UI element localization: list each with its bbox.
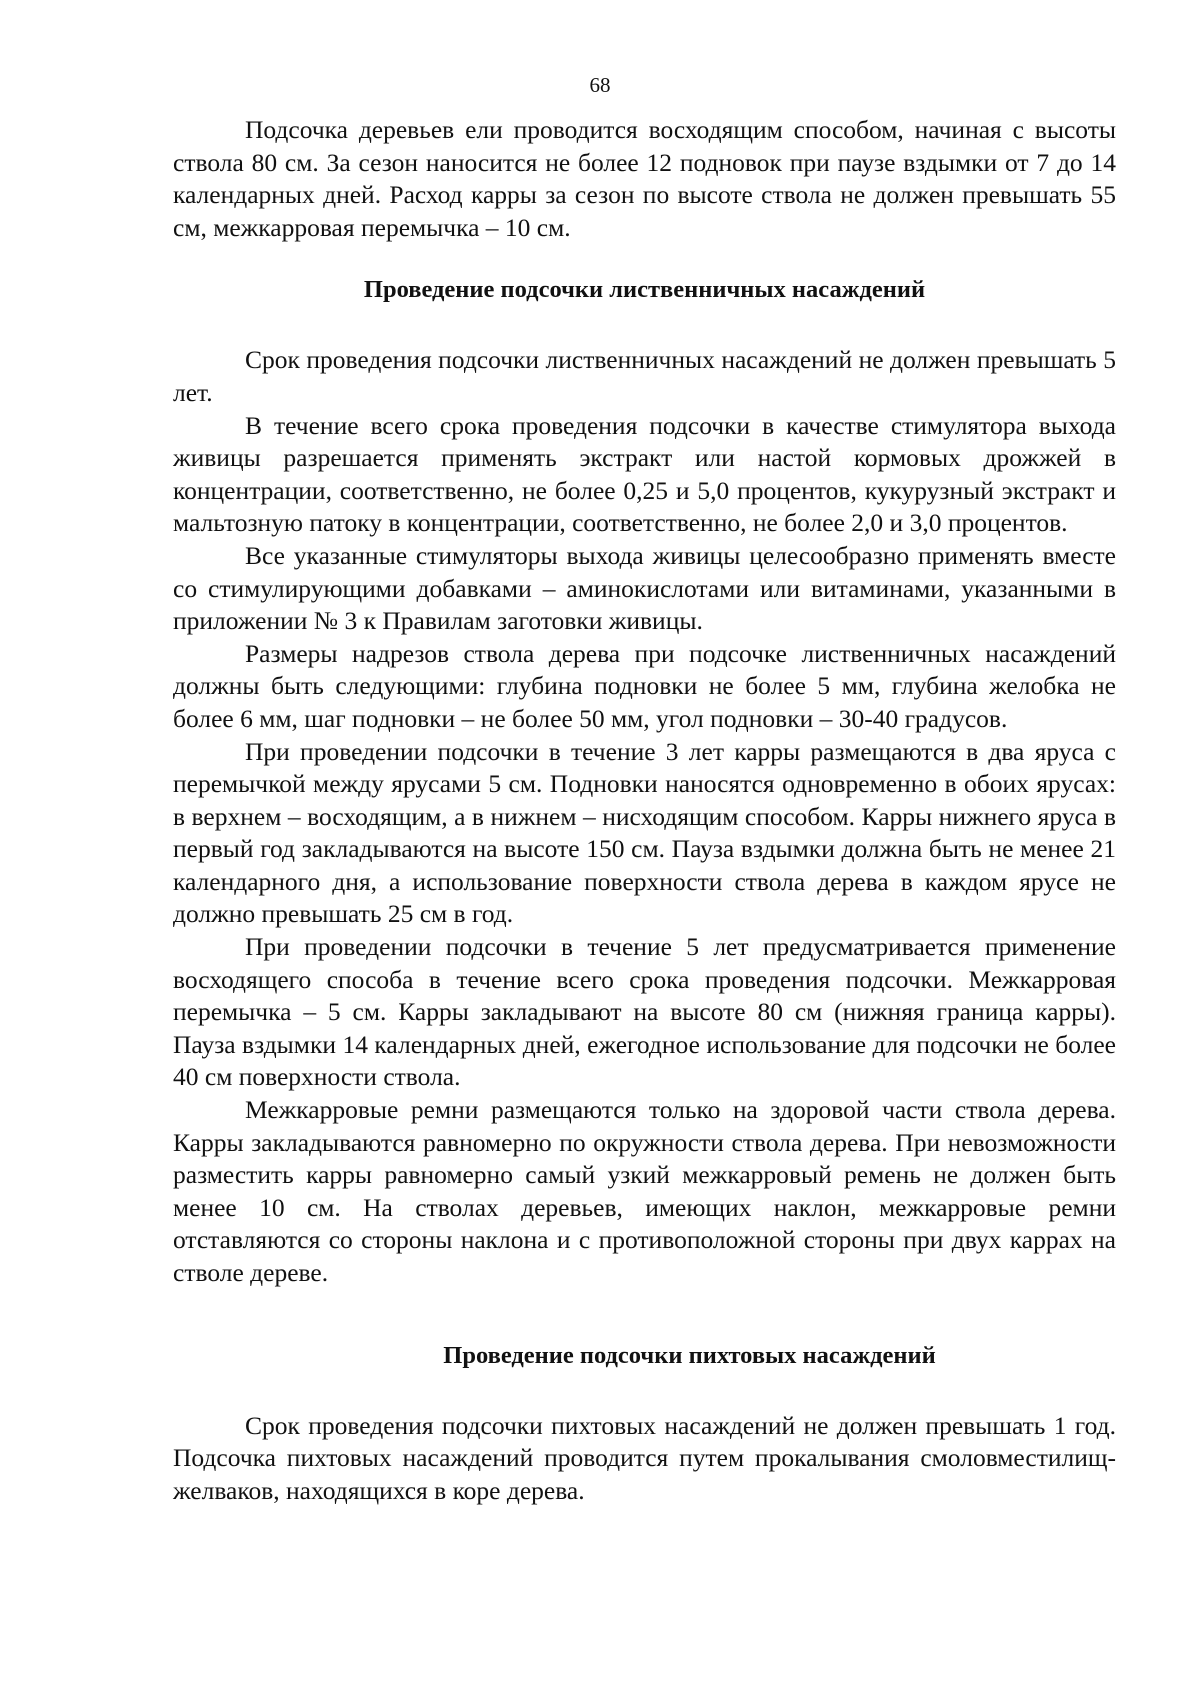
section-heading-fir: Проведение подсочки пихтовых насаждений <box>443 1341 936 1369</box>
document-body <box>173 114 1116 1507</box>
paragraph-larch-five-years: При проведении подсочки в течение 5 лет предусматривается применение восходящего способа в течение всего срока проведения подсочки. Межкарровая перемычка – 5 см. Карры закладывают на высоте 80 см (нижняя граница карры). Пауза вздымки 14 календарных дней, ежегодное использование для подсочки не более 40 см поверхности ствола. <box>173 932 1116 1092</box>
paragraph-larch-belts: Межкарровые ремни размещаются только на здоровой части ствола дерева. Карры закладываются равномерно по окружности ствола дерева. При невозможности разместить карры равномерно самый узкий межкарровый ремень не должен быть менее 10 см. На стволах деревьев, имеющих наклон, межкарровые ремни отставляются со стороны наклона и с противоположной стороны при двух каррах на стволе дереве. <box>173 1095 1116 1287</box>
paragraph-larch-cut-sizes: Размеры надрезов ствола дерева при подсочке лиственничных насаждений должны быть следующими: глубина подновки не более 5 мм, глубина желобка не более 6 мм, шаг подновки – не более 50 мм, угол подновки – 30-40 градусов. <box>173 638 1116 733</box>
paragraph-fir-term: Срок проведения подсочки пихтовых насаждений не должен превышать 1 год. Подсочка пихтовых насаждений проводится путем прокалывания смоловместилищ-желваков, находящихся в коре дерева. <box>173 1410 1116 1505</box>
paragraph-larch-three-years: При проведении подсочки в течение 3 лет карры размещаются в два яруса с перемычкой между ярусами 5 см. Подновки наносятся одновременно в обоих ярусах: в верхнем – восходящим, а в нижнем – нисходящим способом. Карры нижнего яруса в первый год закладываются на высоте 150 см. Пауза вздымки должна быть не менее 21 календарного дня, а использование поверхности ствола дерева в каждом ярусе не должно превышать 25 см в год. <box>173 736 1116 929</box>
paragraph-larch-additives: Все указанные стимуляторы выхода живицы целесообразно применять вместе со стимулирующими добавками – аминокислотами или витаминами, указанными в приложении № 3 к Правилам заготовки живицы. <box>173 540 1116 636</box>
page-number: 68 <box>589 73 611 97</box>
section-heading-larch: Проведение подсочки лиственничных насаждений <box>363 276 926 304</box>
paragraph-larch-stimulants: В течение всего срока проведения подсочки в качестве стимулятора выхода живицы разрешается применять экстракт или настой кормовых дрожжей в концентрации, соответственно, не более 0,25 и 5,0 процентов, кукурузный экстракт и мальтозную патоку в концентрации, соответственно, не более 2,0 и 3,0 процентов. <box>173 410 1116 538</box>
paragraph-spruce-tapping: Подсочка деревьев ели проводится восходящим способом, начиная с высоты ствола 80 см. За сезон наносится не более 12 подновок при паузе вздымки от 7 до 14 календарных дней. Расход карры за сезон по высоте ствола не должен превышать 55 см, межкарровая перемычка – 10 см. <box>173 115 1116 242</box>
paragraph-larch-term: Срок проведения подсочки лиственничных насаждений не должен превышать 5 лет. <box>173 345 1116 407</box>
